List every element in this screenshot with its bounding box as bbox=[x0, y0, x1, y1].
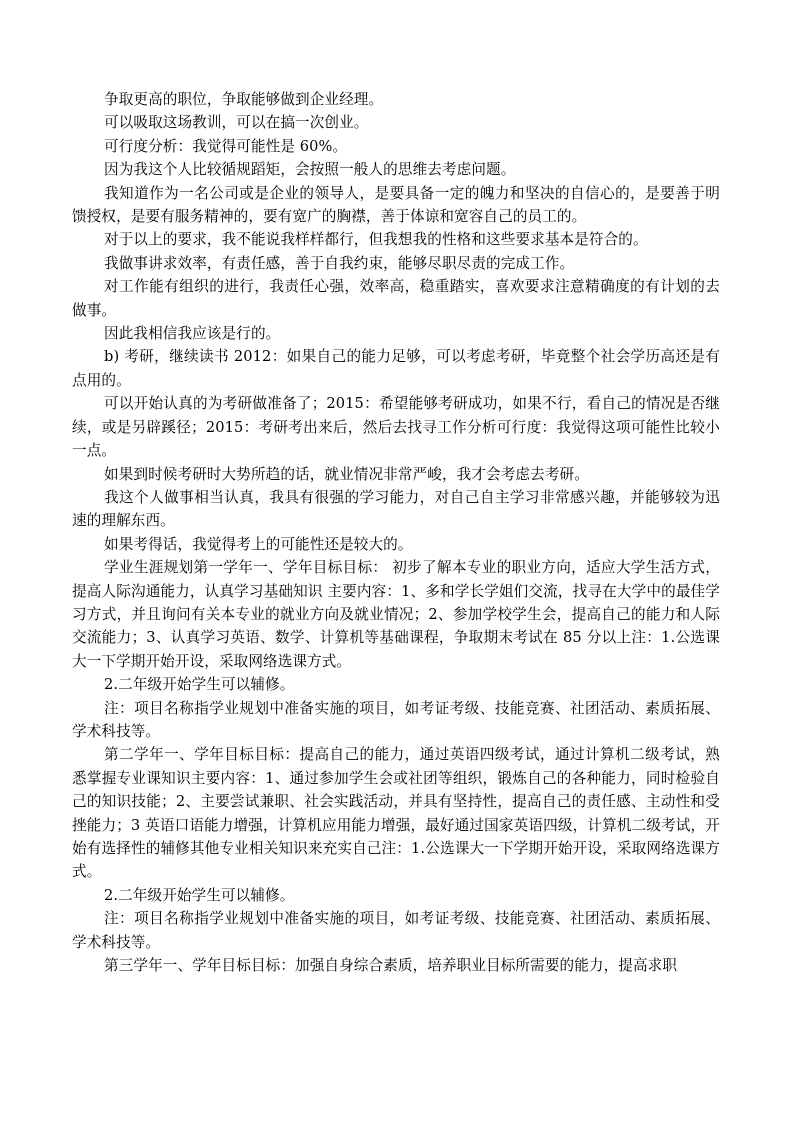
paragraph: b) 考研，继续读书 2012：如果自己的能力足够，可以考虑考研，毕竟整个社会学历高还是有点用的。 bbox=[72, 348, 720, 389]
paragraph: 争取更高的职位，争取能够做到企业经理。 bbox=[104, 91, 384, 108]
paragraph: 因此我相信我应该是行的。 bbox=[104, 325, 281, 343]
paragraph: 我做事讲求效率，有责任感，善于自我约束，能够尽职尽责的完成工作。 bbox=[104, 254, 575, 272]
paragraph: 可以开始认真的为考研做准备了；2015：希望能够考研成功，如果不行，看自己的情况是否继续，或是另辟蹊径；2015：考研考出来后，然后去找寻工作分析可行度：我觉得这项可能性比较小一点。 bbox=[72, 395, 720, 460]
paragraph: 第三学年一、学年目标目标：加强自身综合素质，培养职业目标所需要的能力，提高求职 bbox=[104, 957, 678, 975]
paragraph: 可行度分析：我觉得可能性是 60%。 bbox=[104, 137, 348, 155]
paragraph: 注：项目名称指学业规划中准备实施的项目，如考证考级、技能竞赛、社团活动、素质拓展、学术科技等。 bbox=[72, 910, 720, 951]
paragraph: 如果到时候考研时大势所趋的话，就业情况非常严峻，我才会考虑去考研。 bbox=[104, 465, 589, 483]
paragraph: 2.二年级开始学生可以辅修。 bbox=[104, 676, 295, 694]
paragraph: 注：项目名称指学业规划中准备实施的项目，如考证考级、技能竞赛、社团活动、素质拓展、学术科技等。 bbox=[72, 699, 720, 740]
paragraph: 2.二年级开始学生可以辅修。 bbox=[104, 886, 295, 904]
paragraph: 第二学年一、学年目标目标：提高自己的能力，通过英语四级考试，通过计算机二级考试，熟悉掌握专业课知识主要内容：1、通过参加学生会或社团等组织，锻炼自己的各种能力，同时检验自己的知识技能；2、主要尝试兼职、社会实践活动，并具有坚持性，提高自己的责任感、主动性和受挫能力；3 英语口语能力增强，计算机应用能力增强，最好通过国家英语四级，计算机二级考试，开始有选择性的辅修其他专业相关知识来充实自己注：1.公选课大一下学期开始开设，采取网络选课方式。 bbox=[72, 746, 720, 881]
paragraph: 因为我这个人比较循规蹈矩，会按照一般人的思维去考虑问题。 bbox=[104, 161, 516, 179]
paragraph: 对于以上的要求，我不能说我样样都行，但我想我的性格和这些要求基本是符合的。 bbox=[104, 231, 648, 249]
document-page bbox=[72, 88, 720, 977]
paragraph: 对工作能有组织的进行，我责任心强，效率高，稳重踏实，喜欢要求注意精确度的有计划的去做事。 bbox=[72, 278, 720, 319]
paragraph: 学业生涯规划第一学年一、学年目标目标： 初步了解本专业的职业方向，适应大学生活方式，提高人际沟通能力，认真学习基础知识 主要内容：1、多和学长学姐们交流，找寻在大学中的最佳学习方式，并且询问有关本专业的就业方向及就业情况；2、参加学校学生会，提高自己的能力和人际交流能力；3、认真学习英语、数学、计算机等基础课程，争取期末考试在 85 分以上注：1.公选课大一下学期开始开设，采取网络选课方式。 bbox=[72, 559, 720, 670]
paragraph: 我这个人做事相当认真，我具有很强的学习能力，对自己自主学习非常感兴趣，并能够较为迅速的理解东西。 bbox=[72, 488, 720, 530]
paragraph: 如果考得话，我觉得考上的可能性还是较大的。 bbox=[104, 535, 413, 553]
paragraph: 我知道作为一名公司或是企业的领导人，是要具备一定的魄力和坚决的自信心的，是要善于明馈授权，是要有服务精神的，要有宽广的胸襟，善于体谅和宽容自己的员工的。 bbox=[72, 184, 720, 226]
paragraph: 可以吸取这场教训，可以在搞一次创业。 bbox=[104, 114, 369, 132]
